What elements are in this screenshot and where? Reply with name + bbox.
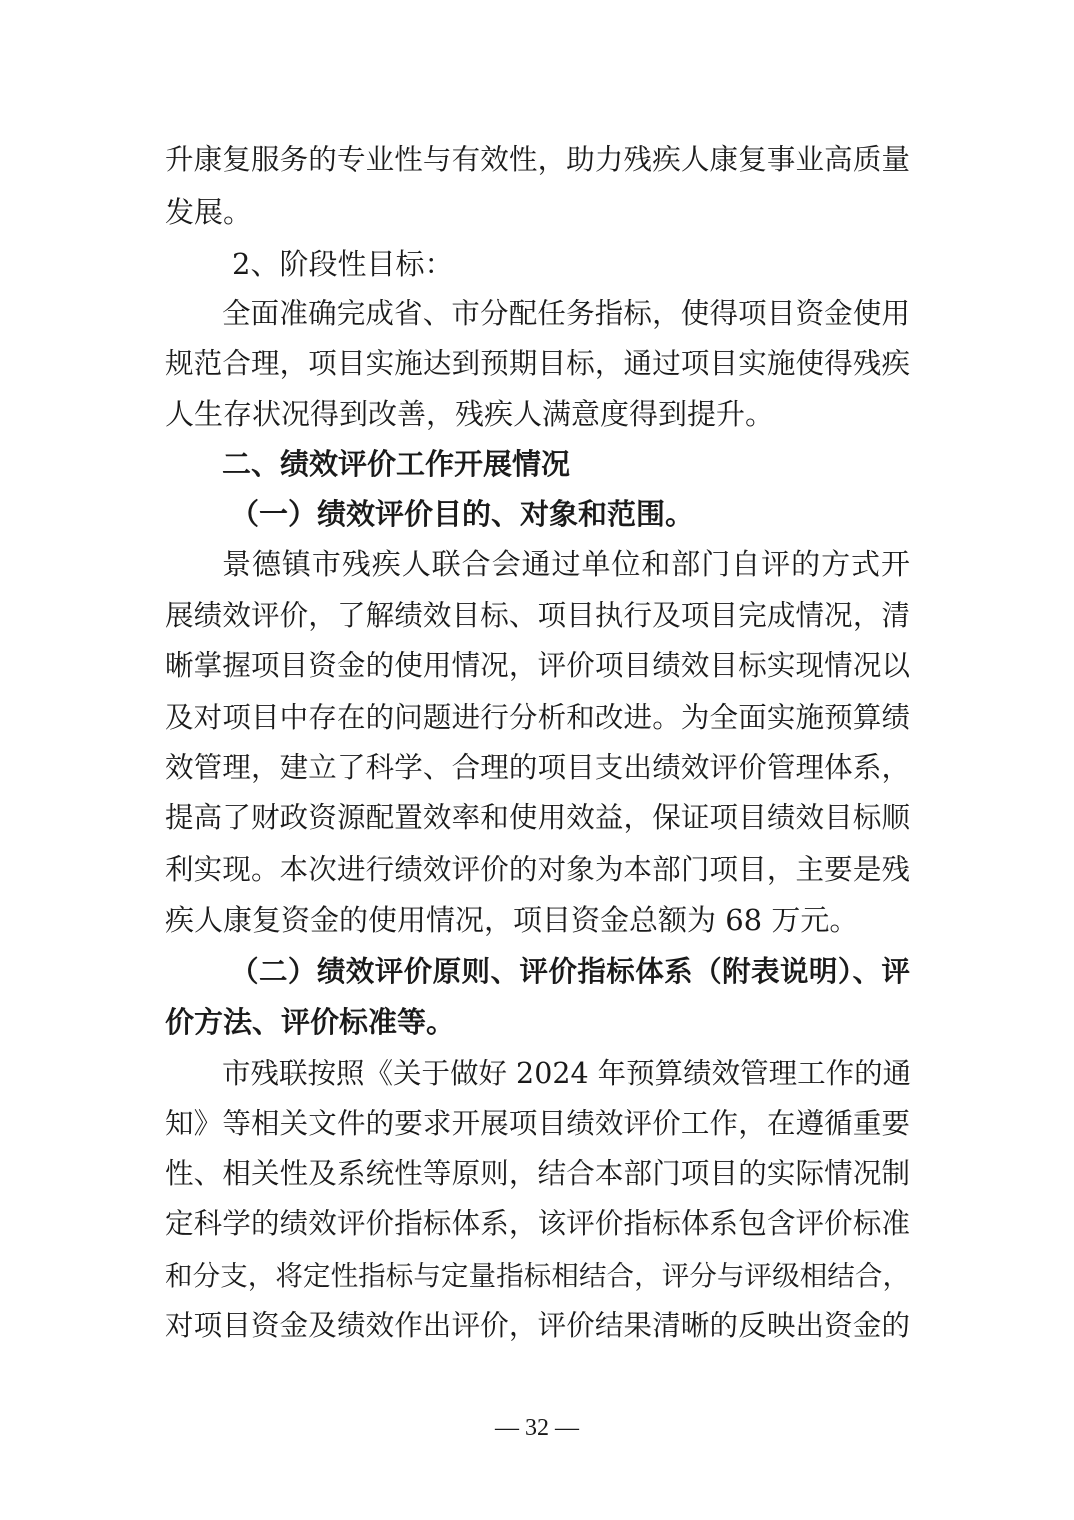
paragraph-line: 市残联按照《关于做好 2024 年预算绩效管理工作的通 — [222, 1057, 912, 1090]
paragraph-line: 疾人康复资金的使用情况，项目资金总额为 68 万元。 — [165, 903, 859, 937]
paragraph-line: 对项目资金及绩效作出评价，评价结果清晰的反映出资金的 — [165, 1309, 910, 1342]
paragraph-line: 知》等相关文件的要求开展项目绩效评价工作，在遵循重要 — [165, 1107, 910, 1140]
page-number: — 32 — — [495, 1415, 579, 1441]
paragraph-line: 定科学的绩效评价指标体系，该评价指标体系包含评价标准 — [165, 1207, 910, 1240]
paragraph-line: 利实现。本次进行绩效评价的对象为本部门项目，主要是残 — [165, 853, 910, 886]
paragraph-line: 及对项目中存在的问题进行分析和改进。为全面实施预算绩 — [165, 701, 910, 734]
paragraph-line: 提高了财政资源配置效率和使用效益，保证项目绩效目标顺 — [165, 801, 910, 834]
paragraph-line: 展绩效评价，了解绩效目标、项目执行及项目完成情况，清 — [165, 599, 910, 632]
paragraph-line: 规范合理，项目实施达到预期目标，通过项目实施使得残疾 — [165, 347, 910, 380]
paragraph-line: 景德镇市残疾人联合会通过单位和部门自评的方式开 — [222, 547, 910, 581]
paragraph-line: 晰掌握项目资金的使用情况，评价项目绩效目标实现情况以 — [165, 649, 910, 682]
paragraph-line: 和分支，将定性指标与定量指标相结合，评分与评级相结合， — [165, 1260, 910, 1292]
paragraph-line: 性、相关性及系统性等原则，结合本部门项目的实际情况制 — [165, 1157, 910, 1190]
section-heading-2: 二、绩效评价工作开展情况 — [222, 447, 571, 481]
paragraph-line: 发展。 — [165, 195, 253, 229]
paragraph-line: 人生存状况得到改善，残疾人满意度得到提升。 — [165, 397, 775, 431]
subsection-heading-2-cont: 价方法、评价标准等。 — [165, 1005, 456, 1039]
subheading-stage-goals: 2、阶段性目标： — [232, 247, 454, 281]
paragraph-line: 升康复服务的专业性与有效性，助力残疾人康复事业高质量 — [165, 143, 910, 176]
paragraph-line: 全面准确完成省、市分配任务指标，使得项目资金使用 — [222, 297, 910, 330]
paragraph-line: 效管理，建立了科学、合理的项目支出绩效评价管理体系， — [165, 751, 910, 784]
subsection-heading-2: （二）绩效评价原则、评价指标体系（附表说明）、评 — [230, 955, 910, 988]
subsection-heading-1: （一）绩效评价目的、对象和范围。 — [230, 497, 695, 531]
